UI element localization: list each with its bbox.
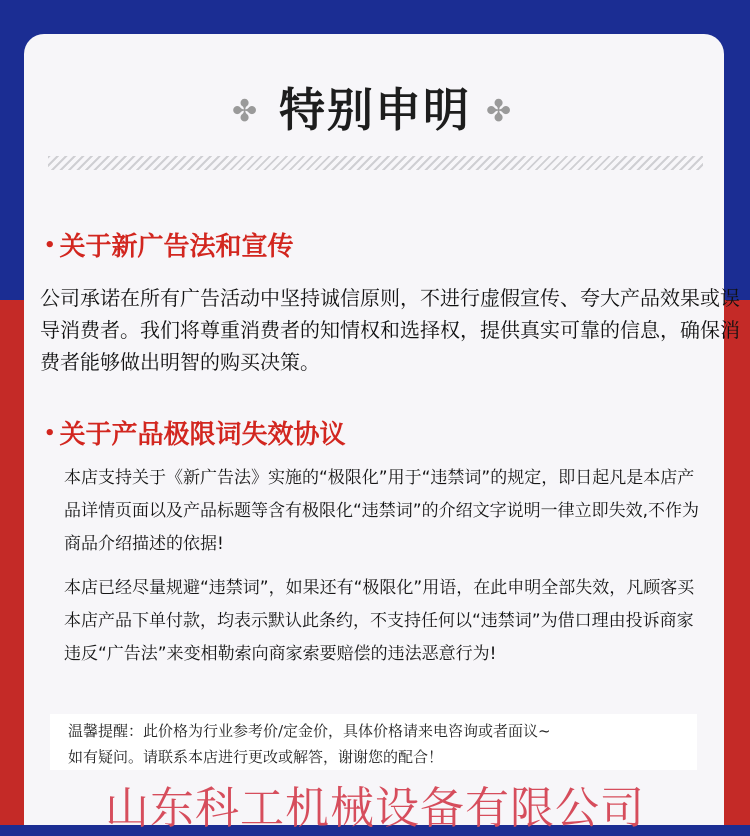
notice-line1: 温馨提醒：此价格为行业参考价/定金价，具体价格请来电咨询或者面议~ <box>68 722 551 740</box>
page-title: 特别申明 <box>279 83 471 137</box>
section2-title: 关于产品极限词失效协议 <box>59 420 346 450</box>
section2-paragraph2: 本店已经尽量规避“违禁词”，如果还有“极限化”用语，在此申明全部失效，凡顾客买本店产品下单付款，均表示默认此条约，不支持任何以“违禁词”为借口理由投诉商家违反“广告法”来变相勒索向商家索要赔偿的违法恶意行为! <box>64 578 695 664</box>
section1-text: 公司承诺在所有广告活动中坚持诚信原则，不进行虚假宣传、夸大产品效果或误导消费者。我们将尊重消费者的知情权和选择权，提供真实可靠的信息，确保消费者能够做出明智的购买决策。 <box>40 286 740 374</box>
company-watermark: 山东科工机械设备有限公司 <box>105 783 645 834</box>
title-area <box>0 74 750 154</box>
section2-paragraph1: 本店支持关于《新广告法》实施的“极限化”用于“违禁词”的规定，即日起凡是本店产品详情页面以及产品标题等含有极限化“违禁词”的介绍文字说明一律立即失效,不作为商品介绍描述的依据! <box>64 468 700 554</box>
ornament-left-icon: ✤ <box>232 94 258 129</box>
section1-heading <box>44 226 294 263</box>
bullet-icon: • <box>44 423 56 444</box>
notice-box <box>50 714 697 770</box>
bullet-icon: • <box>44 235 56 256</box>
ornament-right-icon: ✤ <box>486 94 512 129</box>
section1-title: 关于新广告法和宣传 <box>59 232 294 262</box>
hatched-divider <box>48 156 703 170</box>
section2-heading <box>44 414 346 451</box>
notice-line2: 如有疑问。请联系本店进行更改或解答，谢谢您的配合！ <box>68 748 444 766</box>
